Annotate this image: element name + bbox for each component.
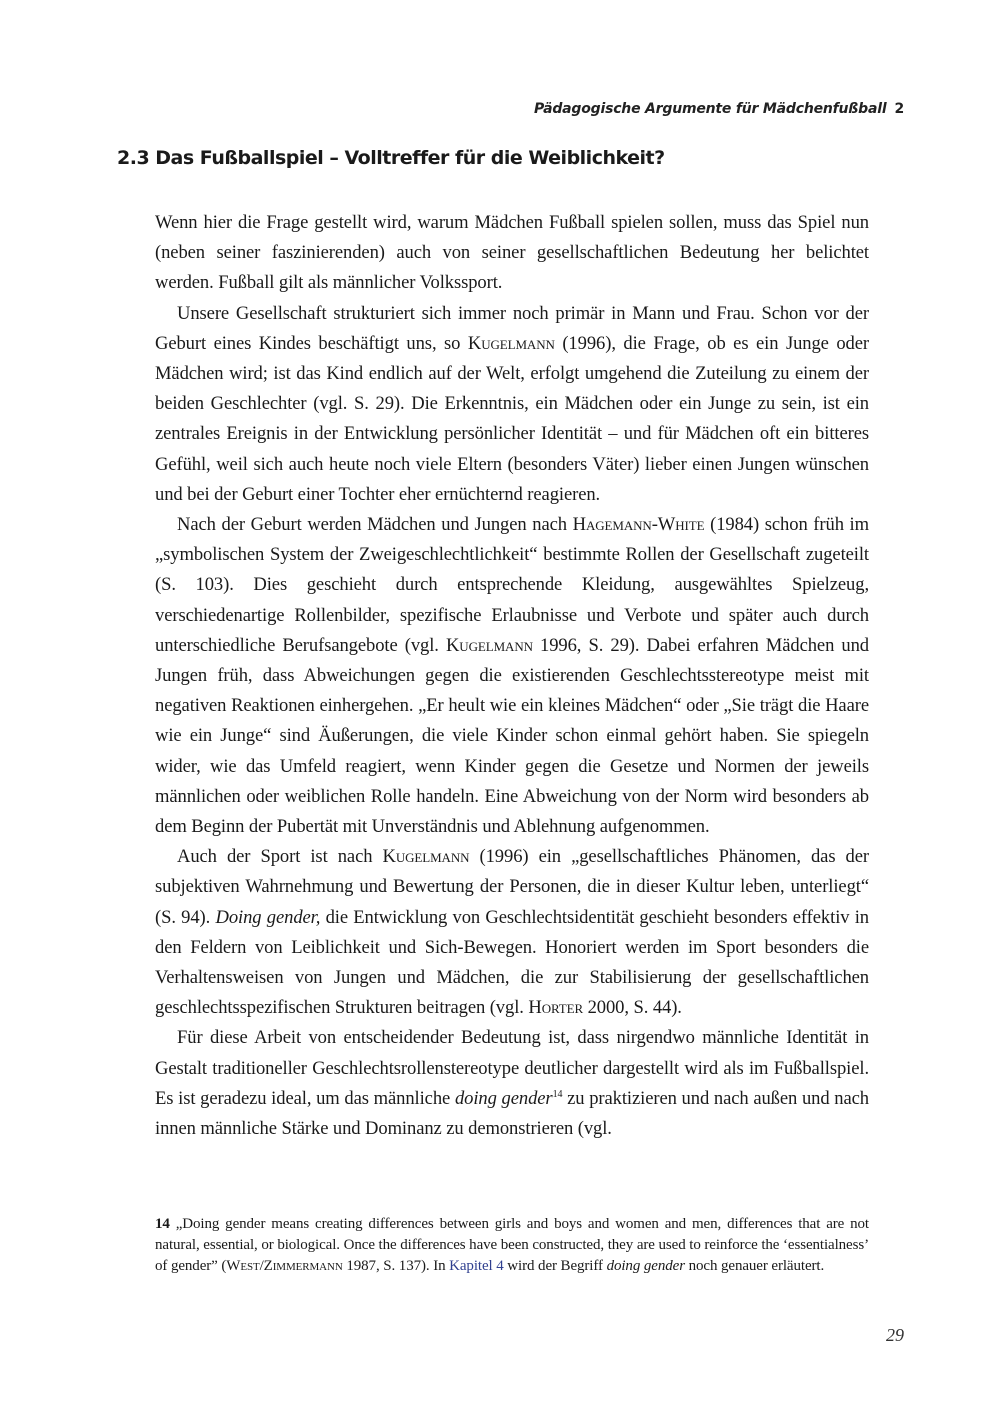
author-citation: West/Zimmermann <box>226 1258 343 1274</box>
paragraph-1: Wenn hier die Frage gestellt wird, warum Mädchen Fußball spielen sollen, muss das Spiel nun (neben seiner faszinierenden) auch von seiner gesellschaftlichen Bedeutung her belichtet werden. Fußball gilt als männlicher Volkssport. <box>155 212 869 294</box>
term-doing-gender: Doing gender, <box>215 906 321 928</box>
author-citation: Horter <box>528 997 584 1019</box>
page-number: 29 <box>886 1325 904 1345</box>
text-run: (1984) schon früh im „symbolischen System der Zweigeschlechtlichkeit“ bestimmte Rollen der Gesellschaft zugeteilt (S. 103). Dies geschieht durch entsprechende Kleidung, ausgewähltes Spielzeug, verschiedenartige Rollenbilder, spezifische Erlaubnisse und Verbote und später auch durch unterschiedliche Berufsangebote (vgl. <box>155 514 869 656</box>
term-doing-gender: doing gender <box>454 1087 553 1109</box>
author-citation: Kugelmann <box>382 846 470 868</box>
footnote <box>155 1214 869 1277</box>
text-run: Nach der Geburt werden Mädchen und Jungen nach <box>177 514 573 536</box>
section-title: 2.3 Das Fußballspiel – Volltreffer für die Weiblichkeit? <box>117 147 665 169</box>
text-run: 1996, S. 29). Dabei erfahren Mädchen und Jungen früh, dass Abweichungen gegen die existierenden Geschlechtsstereotype meist mit negativen Reaktionen einhergehen. „Er heult wie ein kleines Mädchen“ oder „Sie trägt die Haare wie ein Junge“ sind Äußerungen, die viele Kinder schon einmal gehört haben. Sie spiegeln wider, wie das Umfeld reagiert, wenn Kinder gegen die Gesetze und Normen der jeweils männlichen oder weiblichen Rolle handeln. Eine Abweichung von der Norm wird besonders ab dem Beginn der Pubertät mit Unverständnis und Ablehnung aufgenommen. <box>155 634 869 838</box>
author-citation: Kugelmann <box>467 332 555 354</box>
paragraph-2 <box>155 299 869 510</box>
paragraph-3 <box>155 510 869 842</box>
text-run: Auch der Sport ist nach <box>177 846 383 868</box>
text-run: zu praktizieren und nach außen und nach innen männliche Stärke und Dominanz zu demonstrieren (vgl. <box>155 1087 870 1140</box>
footnote-number: 14 <box>155 1216 170 1232</box>
text-run: wird der Begriff <box>503 1258 607 1274</box>
text-run: die Entwicklung von Geschlechtsidentität geschieht besonders effektiv in den Feldern von Leiblichkeit und Sich-Bewegen. Honoriert werden im Sport besonders die Verhaltensweisen von Jungen und Mädchen, die zur Stabilisierung der gesellschaftlichen geschlechtsspezifischen Strukturen beitragen (vgl. <box>155 906 870 1019</box>
author-citation: Kugelmann <box>445 634 533 656</box>
running-header-title: Pädagogische Argumente für Mädchenfußball <box>533 101 887 117</box>
main-text <box>155 208 869 1144</box>
footnote-reference[interactable]: 14 <box>552 1088 563 1100</box>
paragraph-5 <box>155 1023 869 1144</box>
text-run: Für diese Arbeit von entscheidender Bedeutung ist, dass nirgendwo männliche Identität in Gestalt traditioneller Geschlechtsrollenstereotype deutlicher dargestellt wird als im Fußballspiel. Es ist geradezu ideal, um das männliche <box>155 1027 869 1109</box>
chapter-link[interactable]: Kapitel 4 <box>449 1258 504 1274</box>
text-run: (1996), die Frage, ob es ein Junge oder Mädchen wird; ist das Kind endlich auf der Welt, erfolgt umgehend die Zuteilung zu einem der beiden Geschlechter (vgl. S. 29). Die Erkenntnis, ein Mädchen oder ein Junge zu sein, ist ein zentrales Ereignis in der Entwicklung persönlicher Identität – und für Mädchen oft ein bitteres Gefühl, weil sich auch heute noch viele Eltern (besonders Väter) lieber einen Jungen wünschen und bei der Geburt einer Tochter eher ernüchternd reagieren. <box>155 332 869 505</box>
text-run: (1996) ein „gesellschaftliches Phänomen, das der subjektiven Wahrnehmung und Bewertung der Personen, die in dieser Kultur leben, unterliegt“ (S. 94). <box>155 846 869 928</box>
running-header <box>534 101 904 117</box>
text-run: noch genauer erläutert. <box>684 1258 825 1274</box>
author-citation: Hagemann-White <box>572 514 705 536</box>
term-doing-gender: doing gender <box>606 1258 685 1274</box>
text-run: 1987, S. 137). In <box>342 1258 450 1274</box>
text-run: 2000, S. 44). <box>583 997 682 1019</box>
paragraph-4 <box>155 842 869 1023</box>
chapter-number: 2 <box>894 101 904 117</box>
text-run: „Doing gender means creating differences between girls and boys and women and men, differences that are not natural, essential, or biological. Once the differences have been constructed, they are used to reinforce the ‘essentialness’ of gender” ( <box>155 1216 869 1274</box>
text-run: Unsere Gesellschaft strukturiert sich immer noch primär in Mann und Frau. Schon vor der Geburt eines Kindes beschäftigt uns, so <box>155 302 869 354</box>
